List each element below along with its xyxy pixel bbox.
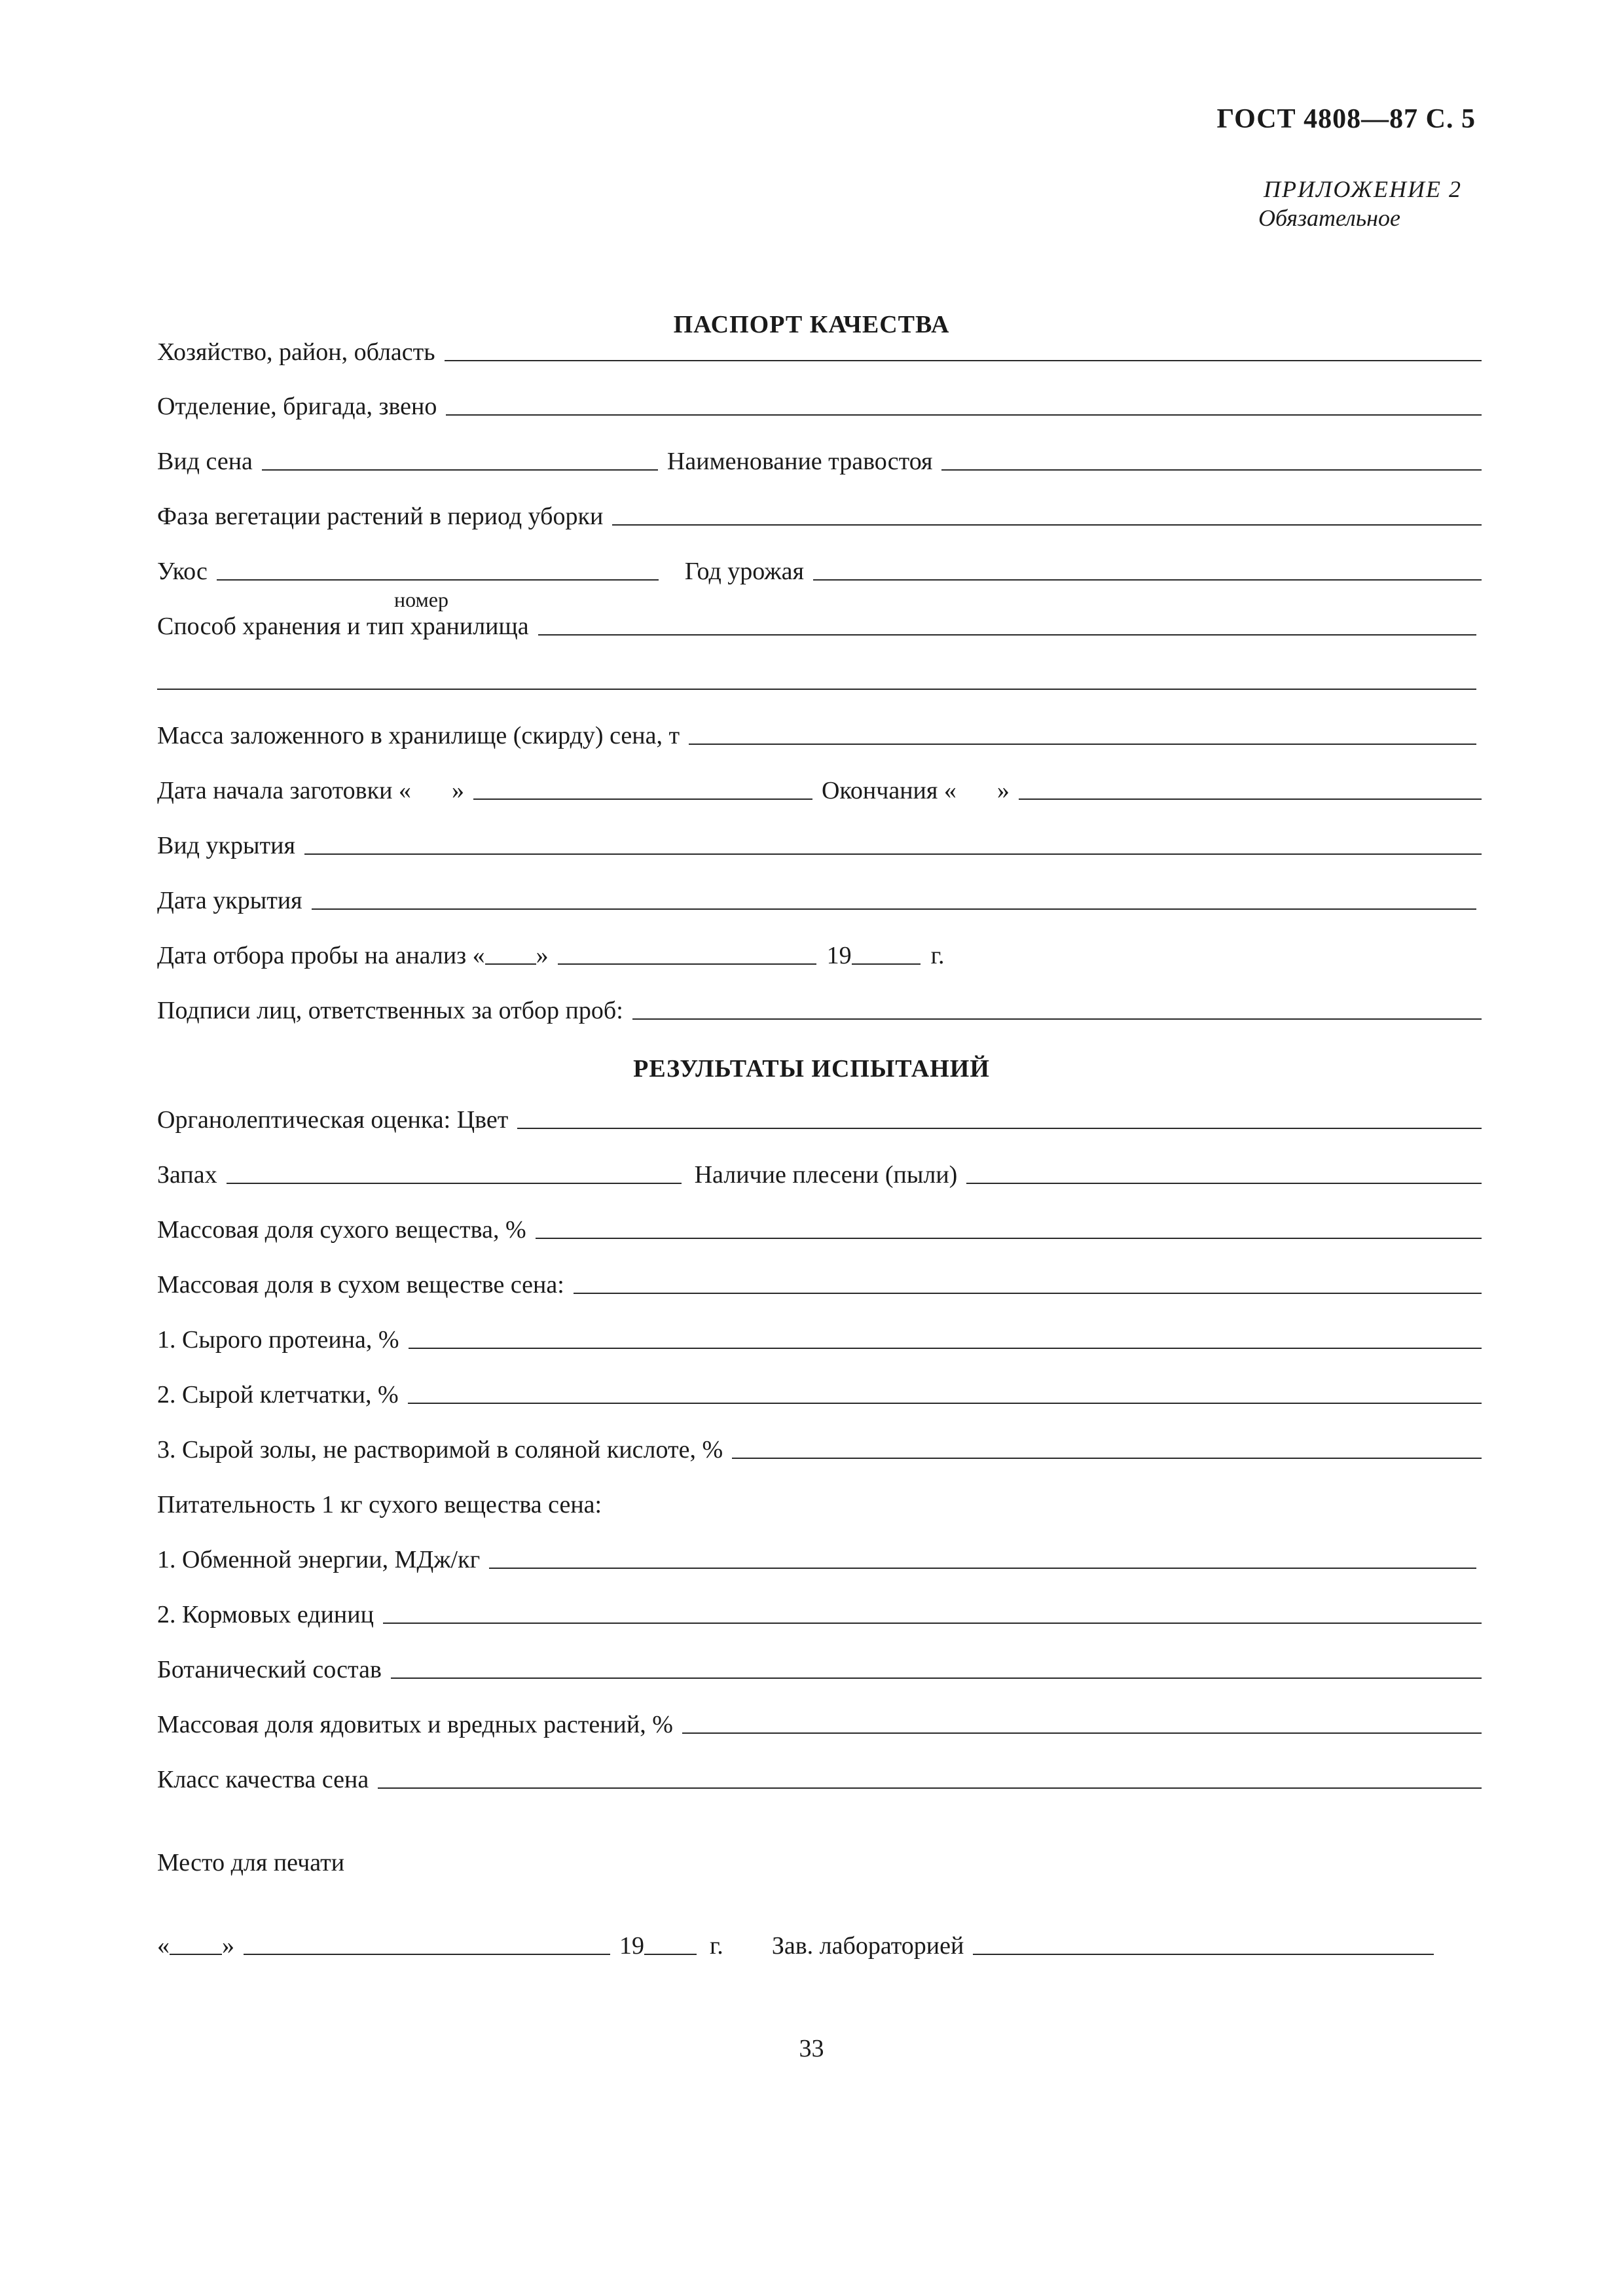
farm-field[interactable] — [445, 360, 1482, 361]
nutrition-row — [157, 1480, 1482, 1519]
hay-type-field[interactable] — [262, 469, 658, 471]
color-label: Органолептическая оценка: Цвет — [157, 1106, 509, 1134]
crude-fiber-label: 2. Сырой клетчатки, % — [157, 1381, 399, 1408]
harvest-year-label: Год урожая — [684, 558, 804, 585]
dry-matter-content-field[interactable] — [574, 1293, 1482, 1294]
cover-date-field[interactable] — [312, 908, 1476, 910]
crude-protein-row — [157, 1315, 1482, 1354]
mold-field[interactable] — [966, 1183, 1482, 1184]
cutting-label: Укос — [157, 558, 208, 585]
smell-label: Запах — [157, 1161, 217, 1189]
smell-field[interactable] — [227, 1183, 682, 1184]
quality-class-label: Класс качества сена — [157, 1766, 369, 1793]
harvest-dates-row — [157, 766, 1482, 805]
signatures-label: Подписи лиц, ответственных за отбор проб: — [157, 997, 623, 1024]
mold-label: Наличие плесени (пыли) — [694, 1161, 958, 1189]
dry-matter-field[interactable] — [536, 1238, 1482, 1239]
signoff-year-suffix: г. — [710, 1932, 723, 1960]
vegetation-phase-label: Фаза вегетации растений в период уборки — [157, 503, 604, 530]
end-date-close: » — [996, 777, 1010, 804]
sampling-year-suffix: г. — [930, 942, 945, 969]
botanical-row — [157, 1645, 1482, 1684]
sampling-date-label: Дата отбора пробы на анализ « — [157, 942, 485, 969]
botanical-label: Ботанический состав — [157, 1656, 382, 1683]
dry-matter-row — [157, 1205, 1482, 1244]
color-field[interactable] — [517, 1128, 1482, 1129]
storage-row-2 — [157, 656, 1482, 695]
farm-row — [157, 327, 1482, 367]
nutrition-label: Питательность 1 кг сухого вещества сена: — [157, 1491, 602, 1518]
results-title: РЕЗУЛЬТАТЫ ИСПЫТАНИЙ — [633, 1055, 990, 1083]
cover-type-label: Вид укрытия — [157, 832, 295, 859]
cover-date-row — [157, 876, 1482, 915]
vegetation-phase-field[interactable] — [612, 524, 1482, 526]
crude-fiber-row — [157, 1370, 1482, 1409]
signoff-date-close: » — [222, 1932, 234, 1960]
sampling-date-row — [157, 931, 1482, 970]
crude-protein-label: 1. Сырого протеина, % — [157, 1326, 399, 1354]
crude-protein-field[interactable] — [409, 1348, 1482, 1349]
division-row — [157, 382, 1482, 421]
signatures-field[interactable] — [632, 1018, 1482, 1020]
appendix-note: Обязательное — [1258, 205, 1400, 231]
toxic-plants-label: Массовая доля ядовитых и вредных растений, % — [157, 1711, 673, 1738]
cover-type-row — [157, 821, 1482, 860]
sampling-month-field[interactable] — [558, 963, 816, 965]
dry-matter-content-label: Массовая доля в сухом веществе сена: — [157, 1271, 564, 1299]
stamp-row — [157, 1838, 1482, 1877]
hay-type-row — [157, 437, 1482, 476]
mass-row — [157, 711, 1482, 750]
storage-field[interactable] — [538, 634, 1476, 636]
smell-mold-row — [157, 1150, 1482, 1189]
crude-fiber-field[interactable] — [408, 1403, 1482, 1404]
sampling-day-field[interactable] — [485, 963, 536, 965]
metabolic-energy-label: 1. Обменной энергии, МДж/кг — [157, 1546, 481, 1573]
signoff-year-prefix: 19 — [619, 1932, 644, 1960]
storage-row — [157, 601, 1482, 641]
storage-field-continued[interactable] — [157, 689, 1476, 690]
cover-date-label: Дата укрытия — [157, 887, 302, 914]
metabolic-energy-field[interactable] — [489, 1568, 1476, 1569]
crude-ash-label: 3. Сырой золы, не растворимой в соляной кислоте, % — [157, 1436, 723, 1463]
quality-class-field[interactable] — [378, 1787, 1482, 1789]
toxic-plants-field[interactable] — [682, 1732, 1482, 1734]
hay-type-label: Вид сена — [157, 448, 253, 475]
sampling-year-field[interactable] — [852, 963, 921, 965]
appendix-label: ПРИЛОЖЕНИЕ 2 — [1264, 176, 1462, 202]
feed-units-label: 2. Кормовых единиц — [157, 1601, 374, 1628]
stamp-place-label: Место для печати — [157, 1849, 345, 1876]
start-date-label: Дата начала заготовки « — [157, 777, 411, 804]
sampling-year-prefix: 19 — [826, 942, 852, 969]
dry-matter-label: Массовая доля сухого вещества, % — [157, 1216, 526, 1244]
start-date-field[interactable] — [473, 798, 812, 800]
crude-ash-field[interactable] — [732, 1458, 1482, 1459]
division-label: Отделение, бригада, звено — [157, 393, 437, 420]
start-date-close: » — [451, 777, 464, 804]
page-number: 33 — [799, 2035, 824, 2062]
signoff-row — [157, 1921, 1434, 1960]
signatures-row — [157, 986, 1482, 1025]
cover-type-field[interactable] — [304, 853, 1482, 855]
feed-units-field[interactable] — [383, 1623, 1482, 1624]
harvest-year-field[interactable] — [813, 579, 1482, 581]
cutting-caption: номер — [394, 588, 448, 611]
mass-field[interactable] — [689, 744, 1476, 745]
standard-code: ГОСТ 4808—87 С. 5 — [1216, 104, 1476, 134]
toxic-plants-row — [157, 1700, 1482, 1739]
division-field[interactable] — [446, 414, 1482, 416]
signoff-day-field[interactable] — [170, 1954, 222, 1955]
grass-name-field[interactable] — [941, 469, 1482, 471]
sampling-date-close: » — [536, 942, 549, 969]
passport-title: ПАСПОРТ КАЧЕСТВА — [673, 311, 950, 338]
cutting-row — [157, 547, 1482, 586]
signoff-year-field[interactable] — [644, 1954, 697, 1955]
quality-class-row — [157, 1755, 1482, 1794]
lab-head-label: Зав. лабораторией — [771, 1932, 964, 1960]
signoff-date-open: « — [157, 1932, 170, 1960]
feed-units-row — [157, 1590, 1482, 1629]
lab-head-signature-field[interactable] — [973, 1954, 1434, 1955]
end-date-label: Окончания « — [821, 777, 957, 804]
cutting-field[interactable] — [217, 579, 659, 581]
signoff-month-field[interactable] — [244, 1954, 610, 1955]
color-row — [157, 1095, 1482, 1134]
storage-label: Способ хранения и тип хранилища — [157, 613, 529, 640]
botanical-field[interactable] — [391, 1677, 1482, 1679]
grass-name-label: Наименование травостоя — [666, 448, 933, 475]
farm-label: Хозяйство, район, область — [157, 338, 435, 366]
crude-ash-row — [157, 1425, 1482, 1464]
metabolic-energy-row — [157, 1535, 1482, 1574]
dry-matter-content-row — [157, 1260, 1482, 1299]
vegetation-phase-row — [157, 492, 1482, 531]
mass-label: Масса заложенного в хранилище (скирду) сена, т — [157, 722, 680, 749]
end-date-field[interactable] — [1019, 798, 1482, 800]
